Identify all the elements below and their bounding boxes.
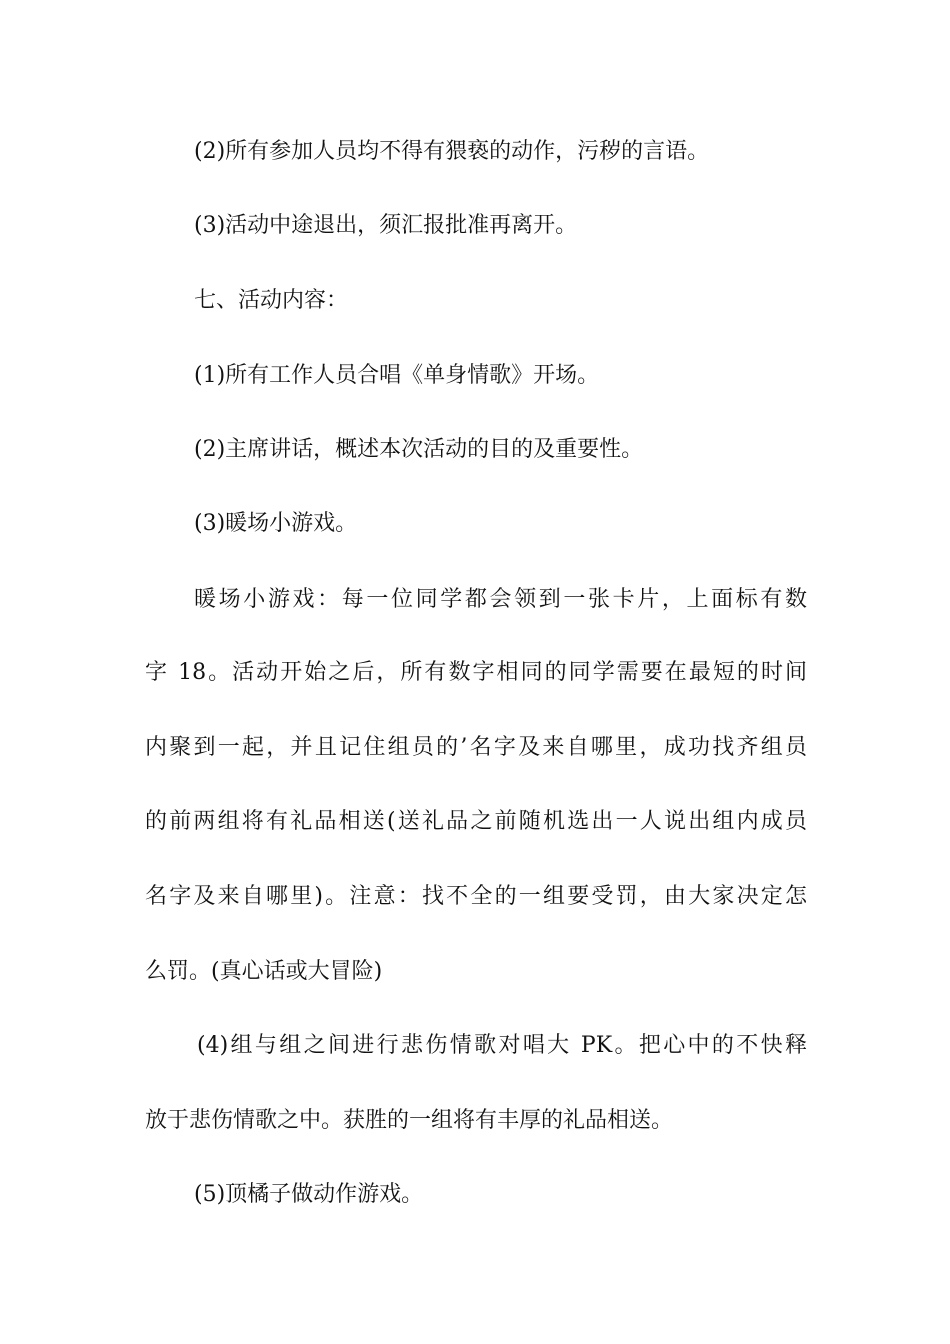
paragraph-line: 字 18。活动开始之后，所有数字相同的同学需要在最短的时间	[145, 660, 807, 685]
rule-item-2: (2)所有参加人员均不得有猥亵的动作，污秽的言语。	[194, 139, 710, 164]
activity-item-3: (3)暖场小游戏。	[194, 511, 358, 536]
activity-item-5: (5)顶橘子做动作游戏。	[194, 1182, 424, 1207]
activity-item-4: (4)组与组之间进行悲伤情歌对唱大 PK。把心中的不快释	[197, 1033, 807, 1058]
paragraph-line: 么罚。(真心话或大冒险)	[145, 959, 383, 984]
paragraph-line: 暖场小游戏：每一位同学都会领到一张卡片，上面标有数	[194, 587, 807, 612]
paragraph-line: 内聚到一起，并且记住组员的’名字及来自哪里，成功找齐组员	[145, 735, 807, 760]
paragraph-line: 放于悲伤情歌之中。获胜的一组将有丰厚的礼品相送。	[145, 1108, 674, 1133]
paragraph-line: 的前两组将有礼品相送(送礼品之前随机选出一人说出组内成员	[145, 809, 807, 834]
activity-item-2: (2)主席讲话，概述本次活动的目的及重要性。	[194, 437, 644, 462]
section-heading-activity-content: 七、活动内容：	[194, 288, 349, 313]
rule-item-3: (3)活动中途退出，须汇报批准再离开。	[194, 213, 578, 238]
activity-item-1: (1)所有工作人员合唱《单身情歌》开场。	[194, 363, 600, 388]
paragraph-line: 名字及来自哪里)。注意：找不全的一组要受罚，由大家决定怎	[145, 884, 807, 909]
